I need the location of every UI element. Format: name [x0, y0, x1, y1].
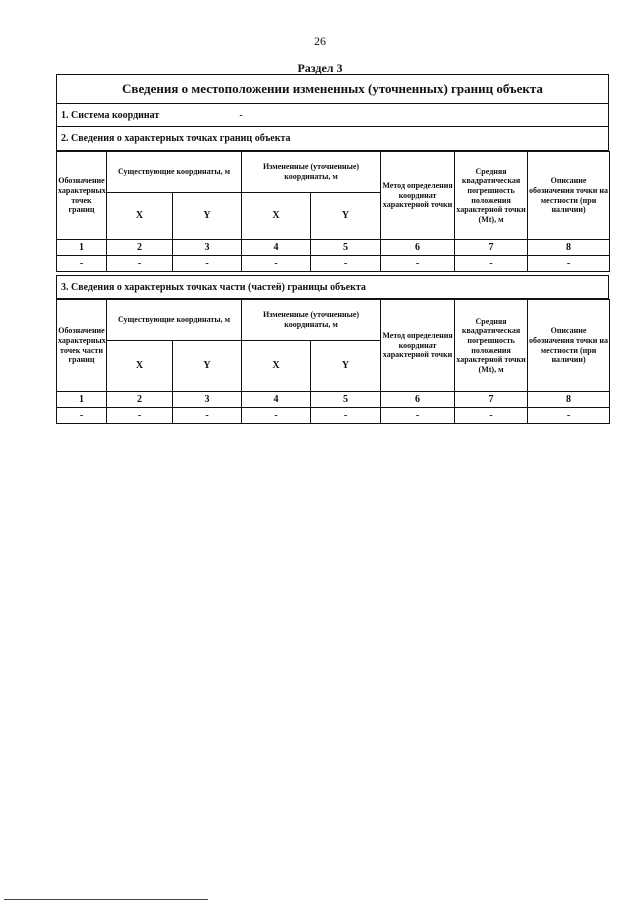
col-existing-x: X: [107, 193, 173, 240]
table-row: [57, 256, 610, 272]
coordinate-system-label: 1. Система координат: [61, 109, 160, 121]
footnote-divider: [4, 899, 208, 900]
col-changed-x: X: [242, 341, 311, 392]
col-point-header: Обозначение характерных точек части границ: [57, 300, 107, 392]
table-cell: -: [455, 408, 528, 424]
column-number: 3: [173, 392, 242, 408]
column-number: 6: [381, 240, 455, 256]
page-number: 26: [314, 34, 326, 48]
col-existing-header: Существующие координаты, м: [107, 152, 242, 193]
column-number: 8: [528, 392, 610, 408]
column-number: 1: [57, 392, 107, 408]
table-cell: -: [107, 408, 173, 424]
table-cell: -: [107, 256, 173, 272]
table-cell: -: [57, 256, 107, 272]
column-number: 4: [242, 240, 311, 256]
table2-title: 3. Сведения о характерных точках части (частей) границы объекта: [56, 275, 609, 299]
table1-title: 2. Сведения о характерных точках границ объекта: [56, 127, 609, 151]
table-cell: -: [455, 256, 528, 272]
col-error-header: Средняя квадратическая погрешность положения характерной точки (Mt), м: [455, 300, 528, 392]
table-cell: -: [173, 408, 242, 424]
table-cell: -: [528, 256, 610, 272]
column-number: 4: [242, 392, 311, 408]
col-error-header: Средняя квадратическая погрешность положения характерной точки (Mt), м: [455, 152, 528, 240]
col-existing-x: X: [107, 341, 173, 392]
col-point-header: Обозначение характерных точек границ: [57, 152, 107, 240]
column-number: 8: [528, 240, 610, 256]
col-changed-header: Измененные (уточненные) координаты, м: [242, 300, 381, 341]
col-method-header: Метод определения координат характерной точки: [381, 300, 455, 392]
table-cell: -: [242, 408, 311, 424]
col-existing-y: Y: [173, 341, 242, 392]
column-numbers-row: [57, 392, 610, 408]
table-cell: -: [381, 256, 455, 272]
column-number: 7: [455, 392, 528, 408]
table-cell: -: [528, 408, 610, 424]
column-number: 3: [173, 240, 242, 256]
col-changed-x: X: [242, 193, 311, 240]
part-points-table: [56, 299, 610, 424]
column-number: 5: [311, 392, 381, 408]
col-desc-header: Описание обозначения точки на местности (при наличии): [528, 300, 610, 392]
column-numbers-row: [57, 240, 610, 256]
table-cell: -: [311, 408, 381, 424]
main-heading: Сведения о местоположении измененных (уточненных) границ объекта: [56, 74, 609, 104]
col-changed-header: Измененные (уточненные) координаты, м: [242, 152, 381, 193]
table-row: [57, 408, 610, 424]
column-number: 5: [311, 240, 381, 256]
col-changed-y: Y: [311, 193, 381, 240]
column-number: 2: [107, 392, 173, 408]
column-number: 6: [381, 392, 455, 408]
coordinate-system-value: -: [239, 109, 243, 121]
col-method-header: Метод определения координат характерной точки: [381, 152, 455, 240]
table-cell: -: [173, 256, 242, 272]
table-cell: -: [311, 256, 381, 272]
column-number: 2: [107, 240, 173, 256]
table-cell: -: [57, 408, 107, 424]
points-table: [56, 151, 610, 272]
document-frame: [56, 74, 609, 424]
section-title: Раздел 3: [297, 61, 343, 75]
col-desc-header: Описание обозначения точки на местности (при наличии): [528, 152, 610, 240]
col-changed-y: Y: [311, 341, 381, 392]
column-number: 7: [455, 240, 528, 256]
column-number: 1: [57, 240, 107, 256]
table-cell: -: [381, 408, 455, 424]
col-existing-y: Y: [173, 193, 242, 240]
table-cell: -: [242, 256, 311, 272]
coordinate-system-row: [56, 104, 609, 127]
col-existing-header: Существующие координаты, м: [107, 300, 242, 341]
